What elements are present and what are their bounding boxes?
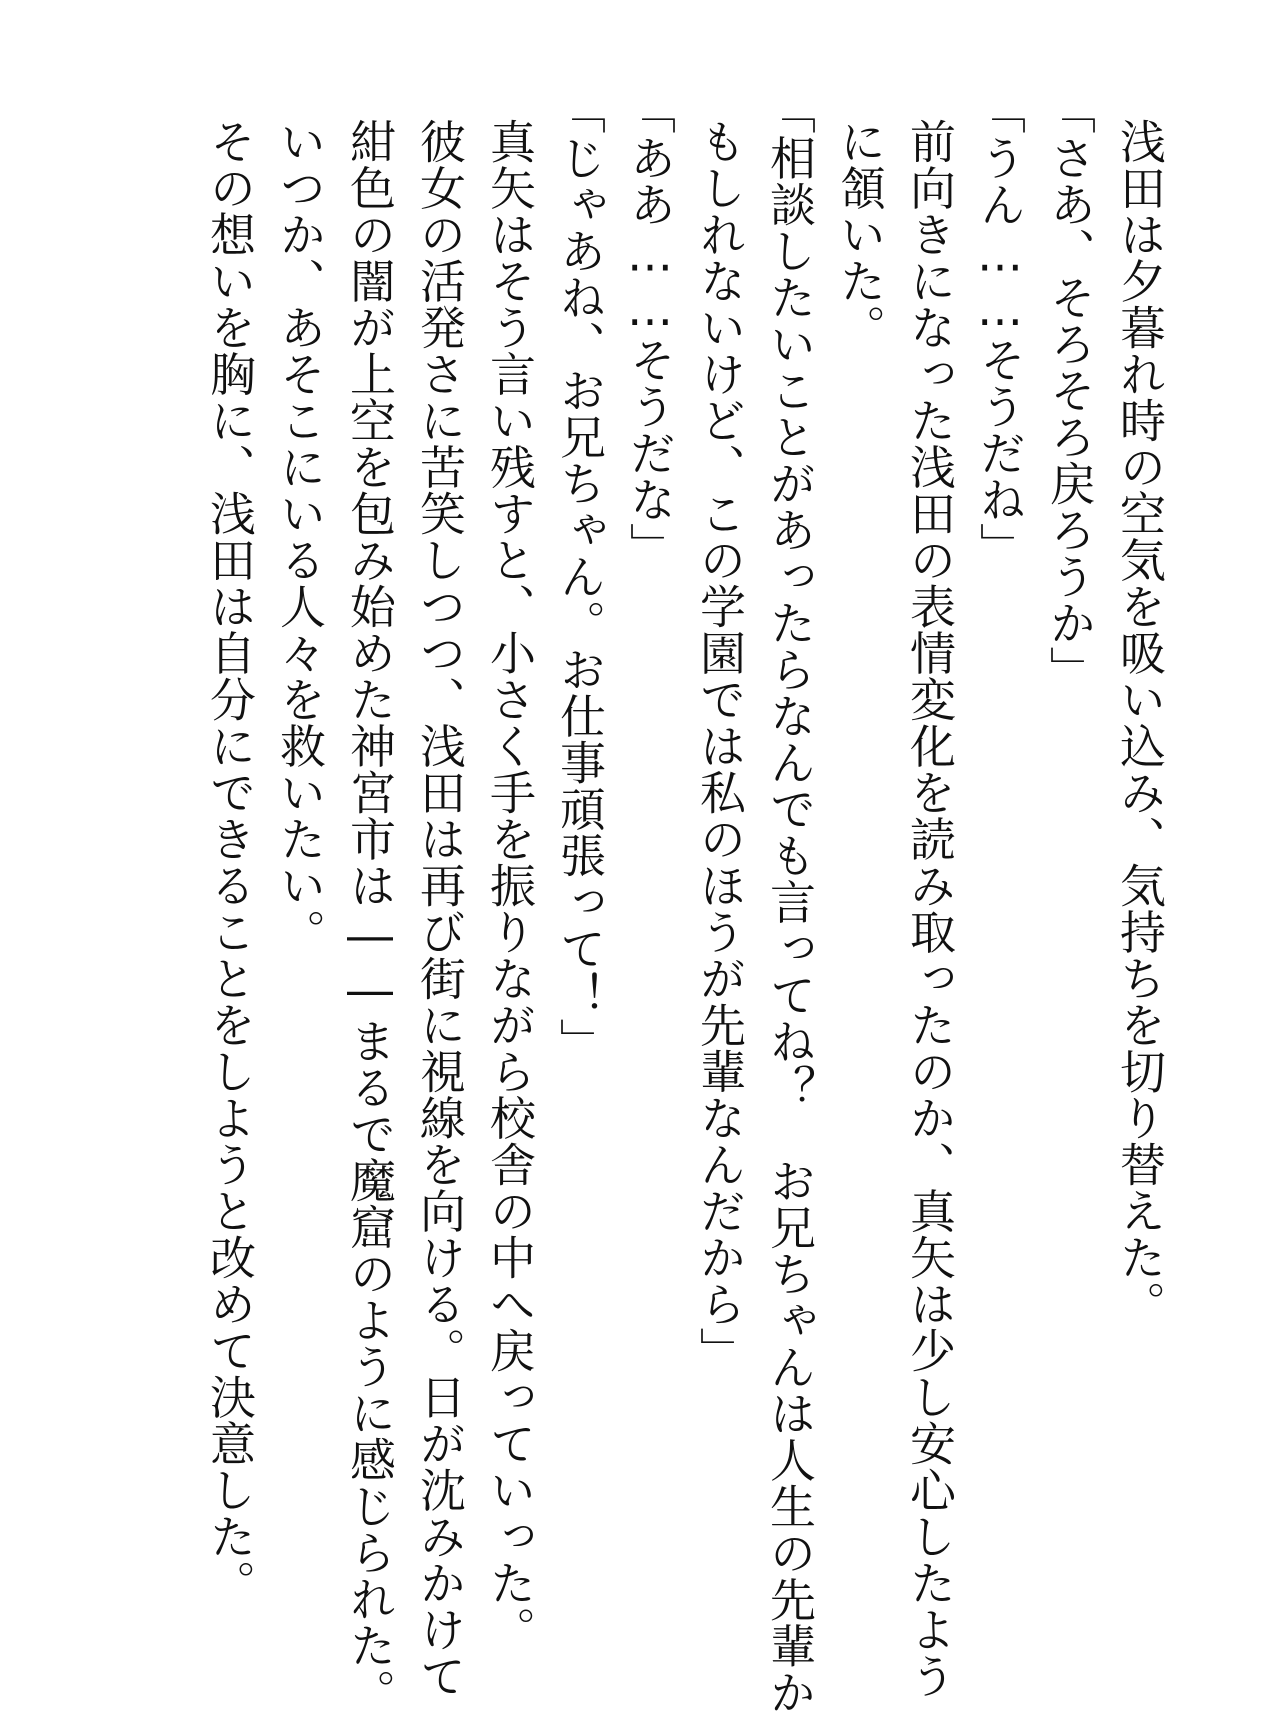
text-line: その想いを胸に、浅田は自分にできることをしようと改めて決意した。 — [203, 118, 257, 1606]
text-line: 真矢はそう言い残すと、小さく手を振りながら校舎の中へ戻っていった。 — [483, 118, 537, 1653]
text-line: に頷いた。 — [833, 118, 887, 351]
text-line: 紺色の闇が上空を包み始めた神宮市は――まるで魔窟のように感じられた。 — [343, 118, 397, 1715]
text-line: 「ああ……そうだな」 — [623, 88, 677, 569]
text-line: 「じゃあね、お兄ちゃん。お仕事頑張って！」 — [553, 88, 607, 1065]
text-line: 「うん……そうだね」 — [973, 88, 1027, 569]
text-line: 彼女の活発さに苦笑しつつ、浅田は再び街に視線を向ける。日が沈みかけて — [413, 118, 467, 1699]
text-line: 「さあ、そろそろ戻ろうか」 — [1043, 88, 1097, 693]
text-line: 前向きになった浅田の表情変化を読み取ったのか、真矢は少し安心したよう — [903, 118, 957, 1699]
text-line: 「相談したいことがあったらなんでも言ってね？ お兄ちゃんは人生の先輩か — [763, 88, 817, 1716]
text-line: 浅田は夕暮れ時の空気を吸い込み、気持ちを切り替えた。 — [1113, 118, 1167, 1327]
text-line: もしれないけど、この学園では私のほうが先輩なんだから」 — [693, 118, 747, 1374]
text-line: いつか、あそこにいる人々を救いたい。 — [273, 118, 327, 955]
